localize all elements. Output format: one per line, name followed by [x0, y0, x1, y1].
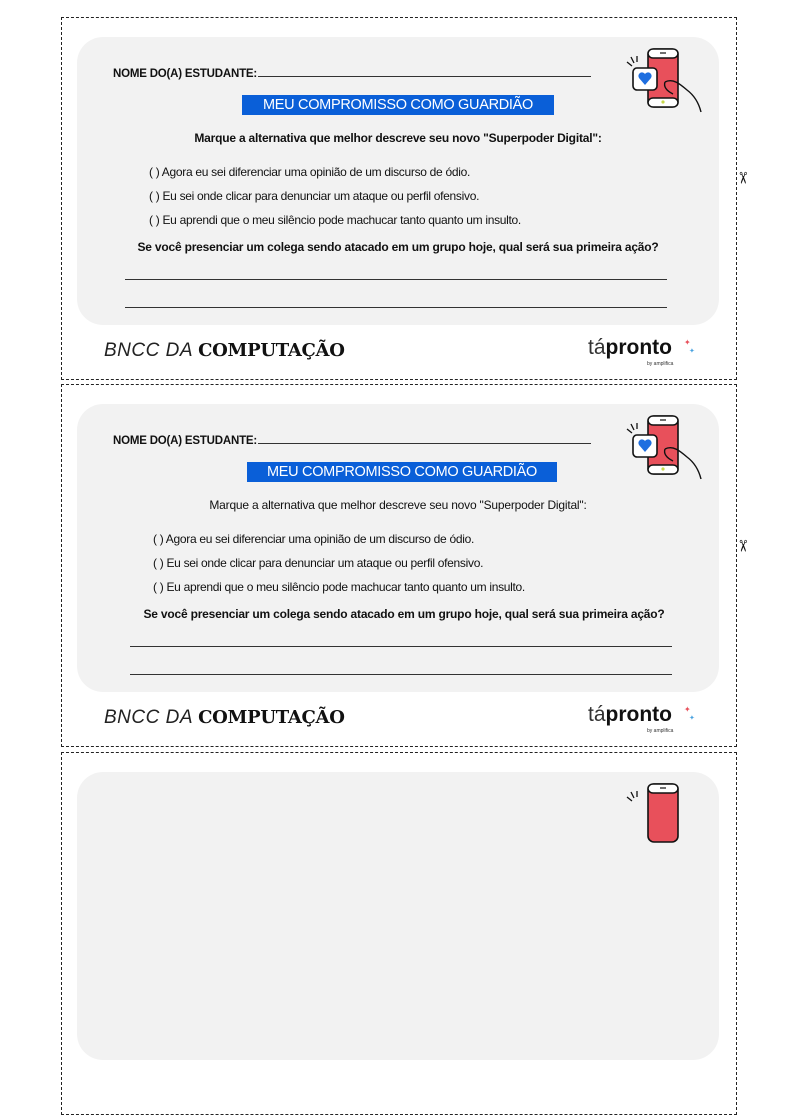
commitment-card-1 — [61, 17, 737, 380]
option-item[interactable]: ( ) Eu aprendi que o meu silêncio pode machucar tanto quanto um insulto. — [153, 580, 525, 594]
student-name-field[interactable] — [258, 432, 591, 444]
ta-pronto-logo — [588, 703, 695, 734]
student-name-row — [113, 432, 591, 447]
commitment-card-2 — [61, 384, 737, 747]
options-list — [153, 531, 525, 603]
card-panel — [77, 404, 719, 692]
answer-line[interactable] — [130, 674, 672, 675]
question-text: Se você presenciar um colega sendo atacado em um grupo hoje, qual será sua primeira ação? — [143, 607, 665, 621]
scissors-icon: ✂ — [733, 539, 751, 553]
logo-ta: tá — [588, 336, 606, 359]
question-text: Se você presenciar um colega sendo atacado em um grupo hoje, qual será sua primeira ação? — [137, 240, 659, 254]
phone-heart-icon — [625, 48, 707, 114]
student-name-label: NOME DO(A) ESTUDANTE: — [113, 68, 258, 80]
option-item[interactable]: ( ) Agora eu sei diferenciar uma opinião de um discurso de ódio. — [149, 165, 470, 179]
answer-line[interactable] — [125, 279, 667, 280]
brand-heavy-text: COMPUTAÇÃO — [198, 340, 345, 361]
scissors-icon: ✂ — [733, 171, 751, 185]
logo-ta: tá — [588, 703, 606, 726]
sparkle-icon: ✦ — [684, 705, 691, 714]
option-item[interactable]: ( ) Eu aprendi que o meu silêncio pode machucar tanto quanto um insulto. — [149, 213, 521, 227]
instruction-text: Marque a alternativa que melhor descreve seu novo "Superpoder Digital": — [209, 498, 587, 512]
option-item[interactable]: ( ) Agora eu sei diferenciar uma opinião de um discurso de ódio. — [153, 532, 474, 546]
logo-by: by amplifica — [647, 361, 674, 367]
card-title: MEU COMPROMISSO COMO GUARDIÃO — [247, 462, 557, 482]
student-name-row — [113, 65, 591, 80]
option-item[interactable]: ( ) Eu sei onde clicar para denunciar um ataque ou perfil ofensivo. — [149, 189, 480, 203]
card-title: MEU COMPROMISSO COMO GUARDIÃO — [242, 95, 554, 115]
brand-light-text: BNCC DA — [104, 707, 199, 728]
answer-line[interactable] — [130, 646, 672, 647]
instruction-text: Marque a alternativa que melhor descreve seu novo "Superpoder Digital": — [194, 131, 602, 145]
logo-pronto: pronto — [605, 703, 672, 726]
ta-pronto-logo — [588, 336, 695, 367]
brand-heavy-text: COMPUTAÇÃO — [198, 707, 345, 728]
answer-line[interactable] — [125, 307, 667, 308]
student-name-field[interactable] — [258, 65, 591, 77]
option-item[interactable]: ( ) Eu sei onde clicar para denunciar um ataque ou perfil ofensivo. — [153, 556, 484, 570]
commitment-card-3 — [61, 752, 737, 1115]
phone-heart-icon — [625, 415, 707, 481]
phone-heart-icon — [625, 783, 707, 849]
bncc-brand — [104, 340, 345, 362]
sparkle-icon: ✦ — [689, 715, 695, 722]
card-panel — [77, 772, 719, 1060]
student-name-label: NOME DO(A) ESTUDANTE: — [113, 435, 258, 447]
sparkle-icon: ✦ — [689, 348, 695, 355]
card-panel — [77, 37, 719, 325]
brand-light-text: BNCC DA — [104, 340, 199, 361]
logo-by: by amplifica — [647, 728, 674, 734]
logo-pronto: pronto — [605, 336, 672, 359]
bncc-brand — [104, 707, 345, 729]
sparkle-icon: ✦ — [684, 338, 691, 347]
options-list — [149, 164, 521, 236]
